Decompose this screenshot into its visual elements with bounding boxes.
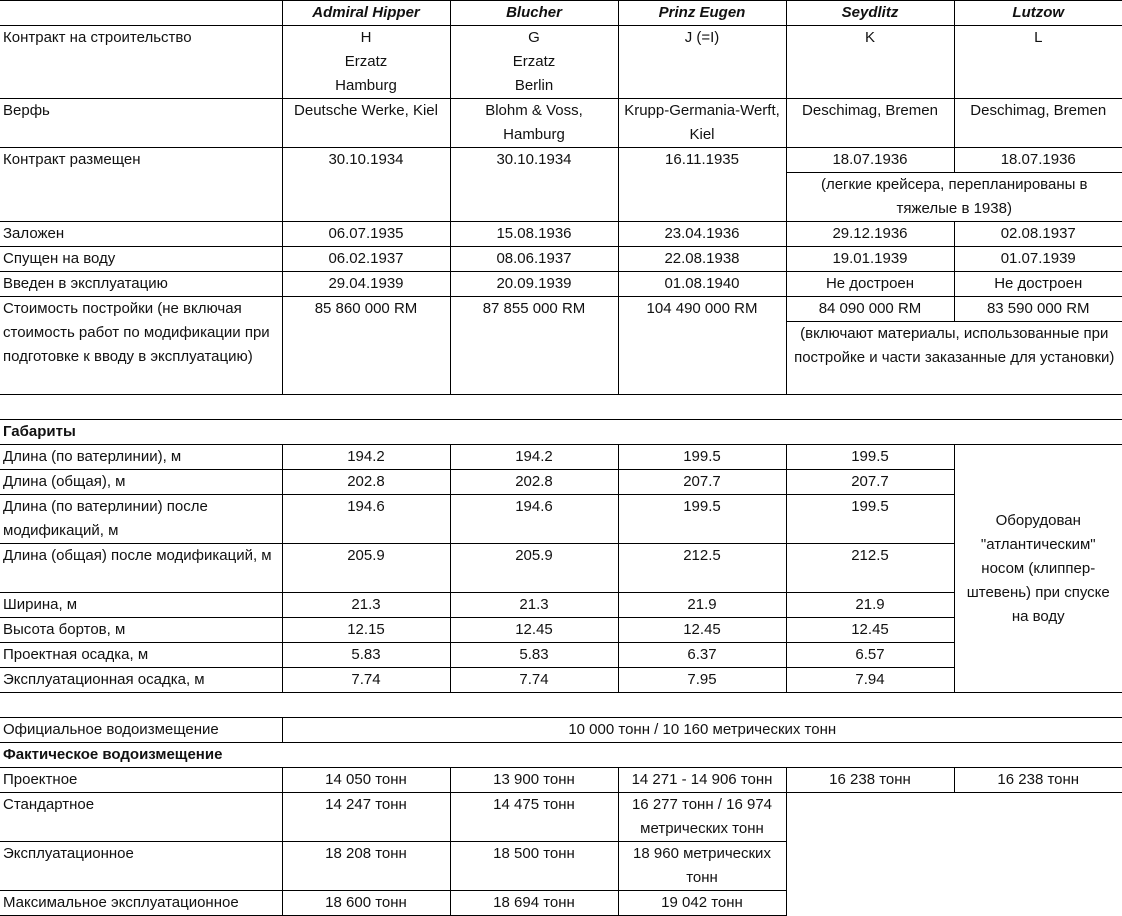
cell-yard-prinz-eugen[interactable]: Krupp-Germania-Werft, Kiel [618, 99, 786, 148]
cell-value[interactable]: 6.57 [786, 643, 954, 668]
row-length-overall [0, 470, 1122, 495]
row-design-displacement [0, 768, 1122, 793]
cell-value[interactable]: 194.6 [282, 495, 450, 544]
cell-value[interactable]: 18 960 метрических тонн [618, 842, 786, 891]
cell-value[interactable]: 21.9 [786, 593, 954, 618]
cell-line: Erzatz [344, 53, 388, 70]
cell-value[interactable]: 7.74 [450, 668, 618, 693]
cell-value[interactable]: 194.6 [450, 495, 618, 544]
cell-laid-prinz-eugen[interactable]: 23.04.1936 [618, 222, 786, 247]
cell-cost-note[interactable]: (включают материалы, использованные при постройке и части заказанные для установки) [786, 322, 1122, 395]
row-max-displacement [0, 891, 1122, 916]
row-hull-depth [0, 618, 1122, 643]
cell-cost-hipper[interactable]: 85 860 000 RM [282, 297, 450, 395]
cell-cost-lutzow[interactable]: 83 590 000 RM [954, 297, 1122, 322]
cell-value[interactable]: 205.9 [282, 544, 450, 593]
header-cell-lutzow[interactable]: Lutzow [954, 1, 1122, 26]
cell-contract-seydlitz[interactable] [786, 26, 954, 99]
cell-value[interactable]: 194.2 [282, 445, 450, 470]
cell-placed-lutzow[interactable]: 18.07.1936 [954, 148, 1122, 173]
cell-value[interactable]: 207.7 [618, 470, 786, 495]
cell-value[interactable]: 18 600 тонн [282, 891, 450, 916]
row-section-actual-displacement [0, 743, 1122, 768]
cell-launched-prinz-eugen[interactable]: 22.08.1938 [618, 247, 786, 272]
cell-launched-lutzow[interactable]: 01.07.1939 [954, 247, 1122, 272]
cell-launched-blucher[interactable]: 08.06.1937 [450, 247, 618, 272]
cell-value[interactable]: 21.9 [618, 593, 786, 618]
cell-value[interactable]: 212.5 [786, 544, 954, 593]
section-title-actual-displacement[interactable]: Фактическое водоизмещение [0, 743, 1122, 768]
cell-value[interactable]: 14 475 тонн [450, 793, 618, 842]
cell-commissioned-hipper[interactable]: 29.04.1939 [282, 272, 450, 297]
cell-value[interactable]: 199.5 [786, 445, 954, 470]
cell-value[interactable]: 21.3 [282, 593, 450, 618]
cell-line: Hamburg [335, 77, 397, 94]
cell-value[interactable]: 14 247 тонн [282, 793, 450, 842]
cell-yard-seydlitz[interactable]: Deschimag, Bremen [786, 99, 954, 148]
cell-value[interactable]: 12.45 [786, 618, 954, 643]
cell-value[interactable]: 19 042 тонн [618, 891, 786, 916]
cell-value[interactable]: 7.74 [282, 668, 450, 693]
cell-value[interactable]: 199.5 [618, 445, 786, 470]
row-service-displacement [0, 842, 1122, 891]
row-label[interactable]: Эксплуатационное [0, 842, 282, 891]
cell-value[interactable]: 194.2 [450, 445, 618, 470]
cell-value[interactable]: 16 238 тонн [954, 768, 1122, 793]
cell-launched-seydlitz[interactable]: 19.01.1939 [786, 247, 954, 272]
cell-laid-hipper[interactable]: 06.07.1935 [282, 222, 450, 247]
cell-line: L [1034, 29, 1043, 46]
cell-value[interactable]: 18 694 тонн [450, 891, 618, 916]
header-cell-seydlitz[interactable]: Seydlitz [786, 1, 954, 26]
row-official-displacement [0, 718, 1122, 743]
cell-line: Berlin [514, 77, 554, 94]
cell-value[interactable]: 207.7 [786, 470, 954, 495]
row-label[interactable]: Верфь [0, 99, 282, 148]
cell-value[interactable]: 18 208 тонн [282, 842, 450, 891]
cell-value[interactable]: 21.3 [450, 593, 618, 618]
row-label[interactable]: Длина (по ватерлинии), м [0, 445, 282, 470]
cell-commissioned-lutzow[interactable]: Не достроен [954, 272, 1122, 297]
cell-contract-prinz-eugen[interactable] [618, 26, 786, 99]
cell-line: J (=I) [684, 29, 720, 46]
row-beam [0, 593, 1122, 618]
cell-value[interactable]: 12.45 [618, 618, 786, 643]
row-contract-placed [0, 148, 1122, 173]
cell-value[interactable]: 199.5 [786, 495, 954, 544]
cell-value[interactable]: 12.45 [450, 618, 618, 643]
cell-value[interactable]: 16 277 тонн / 16 974 метрических тонн [618, 793, 786, 842]
empty-cell[interactable] [954, 793, 1122, 842]
header-cell-blucher[interactable]: Blucher [450, 1, 618, 26]
empty-cell[interactable] [786, 842, 954, 891]
row-commissioned [0, 272, 1122, 297]
spreadsheet-table-lower [0, 692, 1122, 916]
section-title-dimensions[interactable]: Габариты [0, 420, 1122, 445]
cell-value[interactable]: 13 900 тонн [450, 768, 618, 793]
row-label[interactable]: Проектная осадка, м [0, 643, 282, 668]
row-section-dimensions [0, 420, 1122, 445]
cell-value[interactable]: 18 500 тонн [450, 842, 618, 891]
row-service-draught [0, 668, 1122, 693]
row-label[interactable]: Высота бортов, м [0, 618, 282, 643]
cell-placed-blucher[interactable]: 30.10.1934 [450, 148, 618, 222]
row-laid [0, 222, 1122, 247]
row-label[interactable]: Длина (общая), м [0, 470, 282, 495]
empty-cell[interactable] [954, 891, 1122, 916]
cell-line: K [864, 29, 875, 46]
row-label[interactable]: Контракт на строительство [0, 26, 282, 99]
empty-cell[interactable] [786, 891, 954, 916]
row-label[interactable]: Заложен [0, 222, 282, 247]
cell-value[interactable]: 212.5 [618, 544, 786, 593]
cell-laid-blucher[interactable]: 15.08.1936 [450, 222, 618, 247]
row-empty [0, 693, 1122, 718]
empty-cell[interactable] [786, 793, 954, 842]
cell-value[interactable]: 6.37 [618, 643, 786, 668]
row-label[interactable]: Длина (общая) после модификаций, м [0, 544, 282, 593]
row-label[interactable]: Введен в эксплуатацию [0, 272, 282, 297]
cell-placed-hipper[interactable]: 30.10.1934 [282, 148, 450, 222]
cell-line: Erzatz [512, 53, 556, 70]
row-standard-displacement [0, 793, 1122, 842]
cell-value[interactable]: 12.15 [282, 618, 450, 643]
cell-yard-lutzow[interactable]: Deschimag, Bremen [954, 99, 1122, 148]
row-label[interactable]: Спущен на воду [0, 247, 282, 272]
row-length-waterline-mod [0, 495, 1122, 544]
cell-placed-seydlitz[interactable]: 18.07.1936 [786, 148, 954, 173]
row-label[interactable]: Эксплуатационная осадка, м [0, 668, 282, 693]
cell-contract-blucher[interactable] [450, 26, 618, 99]
row-empty [0, 395, 1122, 420]
empty-cell[interactable] [0, 395, 1122, 420]
header-cell-admiral-hipper[interactable]: Admiral Hipper [282, 1, 450, 26]
cell-commissioned-seydlitz[interactable]: Не достроен [786, 272, 954, 297]
cell-value[interactable]: 199.5 [618, 495, 786, 544]
row-launched [0, 247, 1122, 272]
cell-launched-hipper[interactable]: 06.02.1937 [282, 247, 450, 272]
cell-commissioned-blucher[interactable]: 20.09.1939 [450, 272, 618, 297]
cell-line: H [360, 29, 372, 46]
row-label[interactable]: Стандартное [0, 793, 282, 842]
empty-cell[interactable] [954, 842, 1122, 891]
cell-value[interactable]: 5.83 [450, 643, 618, 668]
cell-yard-blucher[interactable]: Blohm & Voss, Hamburg [450, 99, 618, 148]
row-length-waterline [0, 445, 1122, 470]
cell-line: G [528, 29, 540, 46]
cell-laid-seydlitz[interactable]: 29.12.1936 [786, 222, 954, 247]
cell-commissioned-prinz-eugen[interactable]: 01.08.1940 [618, 272, 786, 297]
cell-value[interactable]: 205.9 [450, 544, 618, 593]
cell-laid-lutzow[interactable]: 02.08.1937 [954, 222, 1122, 247]
row-length-overall-mod [0, 544, 1122, 593]
row-yard [0, 99, 1122, 148]
row-label[interactable]: Ширина, м [0, 593, 282, 618]
cell-cost-prinz-eugen[interactable]: 104 490 000 RM [618, 297, 786, 395]
cell-value[interactable]: 14 050 тонн [282, 768, 450, 793]
row-label[interactable]: Официальное водоизмещение [0, 718, 282, 743]
cell-cost-seydlitz[interactable]: 84 090 000 RM [786, 297, 954, 322]
cell-value[interactable]: 5.83 [282, 643, 450, 668]
cell-placed-prinz-eugen[interactable]: 16.11.1935 [618, 148, 786, 222]
row-design-draught [0, 643, 1122, 668]
row-label[interactable]: Контракт размещен [0, 148, 282, 222]
row-cost [0, 297, 1122, 322]
header-corner-cell[interactable] [0, 1, 282, 26]
cell-yard-hipper[interactable]: Deutsche Werke, Kiel [282, 99, 450, 148]
cell-value[interactable]: 14 271 - 14 906 тонн [618, 768, 786, 793]
cell-atlantic-bow-note[interactable]: Оборудован "атлантическим" носом (клиппер-штевень) при спуске на воду [954, 445, 1122, 693]
cell-placed-note[interactable]: (легкие крейсера, перепланированы в тяжелые в 1938) [786, 173, 1122, 222]
cell-value[interactable]: 7.94 [786, 668, 954, 693]
cell-contract-hipper[interactable] [282, 26, 450, 99]
header-cell-prinz-eugen[interactable]: Prinz Eugen [618, 1, 786, 26]
row-label[interactable]: Максимальное эксплуатационное [0, 891, 282, 916]
row-contract [0, 26, 1122, 99]
empty-cell[interactable] [0, 693, 1122, 718]
cell-contract-lutzow[interactable] [954, 26, 1122, 99]
row-label[interactable]: Стоимость постройки (не включая стоимость работ по модификации при подготовке к вводу в эксплуатацию) [0, 297, 282, 395]
cell-value[interactable]: 16 238 тонн [786, 768, 954, 793]
cell-value[interactable]: 202.8 [450, 470, 618, 495]
cell-value[interactable]: 202.8 [282, 470, 450, 495]
row-label[interactable]: Проектное [0, 768, 282, 793]
cell-value[interactable]: 7.95 [618, 668, 786, 693]
header-row [0, 1, 1122, 26]
row-label[interactable]: Длина (по ватерлинии) после модификаций, м [0, 495, 282, 544]
cell-official-displacement[interactable]: 10 000 тонн / 10 160 метрических тонн [282, 718, 1122, 743]
cell-cost-blucher[interactable]: 87 855 000 RM [450, 297, 618, 395]
